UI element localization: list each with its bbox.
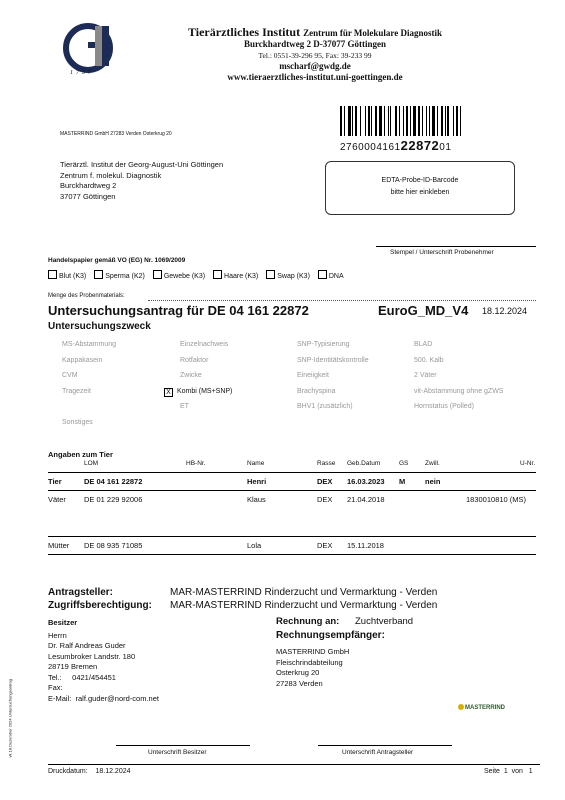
barcode-bar: [403, 106, 404, 136]
request-date: 18.12.2024: [482, 306, 528, 316]
applicant-signature-label: Unterschrift Antragsteller: [342, 749, 414, 756]
invoice-value: Zuchtverband: [355, 616, 414, 627]
purpose-col1: [62, 337, 116, 430]
purpose-cvm: CVM: [62, 372, 78, 379]
footer-line: [48, 764, 540, 765]
purpose-2-vaeter: 2 Väter: [414, 372, 437, 379]
barcode-bar: [456, 106, 458, 136]
barcode-bar: [368, 106, 370, 136]
checkbox-blood[interactable]: Blut (K3): [48, 273, 86, 280]
table-top-line: [48, 472, 536, 473]
barcode-bar: [406, 106, 408, 136]
barcode-number: 27600041612287201: [340, 138, 452, 153]
barcode: [340, 106, 516, 136]
barcode-bar: [355, 106, 357, 136]
masterrind-logo: MASTERRIND: [458, 704, 505, 711]
barcode-bar: [445, 106, 446, 136]
request-code: EuroG_MD_V4: [378, 303, 469, 318]
barcode-bar: [460, 106, 461, 136]
barcode-bar: [447, 106, 449, 136]
purpose-zwicke: Zwicke: [180, 372, 202, 379]
owner-email: E-Mail: ralf.guder@nord-com.net: [48, 693, 159, 703]
barcode-bar: [410, 106, 411, 136]
purpose-einzelnachweis: Einzelnachweis: [180, 341, 229, 348]
institute-web: www.tieraerztliches-institut.uni-goettingen.de: [227, 72, 403, 82]
center-name: Zentrum für Molekulare Diagnostik: [303, 28, 443, 38]
purpose-ms-abstammung: MS-Abstammung: [62, 341, 117, 348]
purpose-col2: [166, 337, 248, 415]
table-bottom-line: [48, 554, 536, 555]
sender-line: MASTERRIND GmbH 27283 Verden Osterkrug 20: [60, 131, 172, 137]
barcode-bar: [432, 106, 435, 136]
purpose-et: ET: [180, 403, 189, 410]
institute-header: [150, 27, 480, 83]
barcode-bar: [399, 106, 400, 136]
quantity-line: [148, 300, 536, 301]
checkbox-hair[interactable]: Haare (K3): [213, 273, 258, 280]
barcode-bar: [388, 106, 389, 136]
sample-box-line2: bitte hier einkleben: [390, 189, 450, 196]
purpose-bhv1: BHV1 (zusätzlich): [297, 403, 353, 410]
print-date: Druckdatum: 18.12.2024: [48, 768, 131, 775]
purpose-col4: [414, 337, 503, 415]
checkbox-tissue[interactable]: Gewebe (K3): [153, 273, 205, 280]
barcode-bar: [360, 106, 361, 136]
applicant-signature-line: [318, 745, 452, 746]
stamp-label: Stempel / Unterschrift Probenehmer: [390, 249, 494, 256]
barcode-bar: [348, 106, 351, 136]
purpose-kombi[interactable]: X Kombi (MS+SNP): [164, 384, 232, 400]
purpose-eineiigkeit: Eineiigkeit: [297, 372, 329, 379]
barcode-bar: [413, 106, 416, 136]
purpose-kappakasein: Kappakasein: [62, 356, 103, 364]
invoice-recipient-title: Rechnungsempfänger:: [276, 630, 385, 641]
barcode-bar: [429, 106, 430, 136]
purpose-brachyspina: Brachyspina: [297, 387, 336, 395]
institute-address: Burckhardtweg 2 D-37077 Göttingen: [243, 39, 387, 49]
barcode-bar: [395, 106, 397, 136]
trade-paper-note: Handelspapier gemäß VO (EG) Nr. 1069/2009: [48, 257, 186, 264]
purpose-tragezeit: Tragezeit: [62, 387, 91, 395]
owner-signature-label: Unterschrift Besitzer: [148, 749, 207, 756]
owner-block: Besitzer Herrn Dr. Ralf Andreas Guder Lesumbroker Landstr. 180 28719 Bremen Tel.: 0421/454451 Fax: E-Mail: ralf.guder@nord-com.net: [48, 618, 159, 703]
logo-year: 1737: [70, 70, 94, 76]
applicant-value: MAR-MASTERRIND Rinderzucht und Vermarktung - Verden: [170, 587, 438, 598]
barcode-bar: [384, 106, 385, 136]
sample-barcode-box: [325, 161, 515, 215]
invoice-label: Rechnung an:: [276, 616, 340, 627]
quantity-label: Menge des Probenmaterials:: [48, 293, 125, 299]
sample-box-line1: EDTA-Probe-ID-Barcode: [381, 177, 459, 184]
side-text: vit 18.Dezember 2024 Untersuchungsantrag: [7, 679, 13, 758]
barcode-bar: [426, 106, 427, 136]
barcode-bar: [375, 106, 377, 136]
recipient-address: Tierärztl. Institut der Georg-August-Uni Göttingen Zentrum f. molekul. Diagnostik Burckhardtweg 2 37077 Göttingen: [60, 160, 224, 201]
checkbox-dna[interactable]: DNA: [318, 273, 344, 280]
material-checkboxes: [48, 270, 344, 280]
table-sire-line: [48, 536, 536, 537]
purpose-rotfaktor: Rotfaktor: [180, 356, 209, 364]
barcode-bar: [344, 106, 345, 136]
barcode-bar: [390, 106, 391, 136]
barcode-bar: [365, 106, 366, 136]
barcode-bar: [437, 106, 438, 136]
barcode-bar: [418, 106, 420, 136]
purpose-hornstatus: Hornstatus (Polled): [414, 403, 474, 410]
animal-section-title: Angaben zum Tier: [48, 450, 113, 459]
purpose-col3: [297, 337, 369, 415]
invoice-recipient-address: MASTERRIND GmbH Fleischrindabteilung Osterkrug 20 27283 Verden: [276, 647, 350, 688]
purpose-blad: BLAD: [414, 341, 433, 348]
institute-phone: Tel.: 0551-39-296 95, Fax: 39-233 99: [258, 51, 372, 60]
checkbox-semen[interactable]: Sperma (K2): [94, 273, 145, 280]
kombi-checkbox[interactable]: X: [164, 388, 173, 397]
barcode-bar: [340, 106, 342, 136]
barcode-bar: [441, 106, 443, 136]
stamp-line: [376, 246, 536, 247]
purpose-snp-identitaet: SNP-Identitätskontrolle: [297, 356, 369, 364]
institute-logo: [58, 22, 118, 80]
purpose-500-kalb: 500. Kalb: [414, 356, 444, 364]
table-animal-line: [48, 490, 536, 491]
access-label: Zugriffsberechtigung:: [48, 600, 152, 611]
request-title: Untersuchungsantrag für DE 04 161 22872: [48, 303, 309, 318]
barcode-bar: [453, 106, 454, 136]
owner-tel: Tel.: 0421/454451: [48, 672, 116, 682]
barcode-bar: [422, 106, 423, 136]
barcode-bar: [352, 106, 353, 136]
institute-name: Tierärztliches Institut: [187, 25, 301, 39]
purpose-sonstiges: Sonstiges: [62, 418, 93, 426]
owner-fax: Fax:: [48, 683, 63, 692]
owner-signature-line: [116, 745, 250, 746]
applicant-label: Antragsteller:: [48, 587, 114, 598]
page-number: Seite 1 von 1: [484, 768, 533, 775]
purpose-title: Untersuchungszweck: [48, 321, 151, 332]
purpose-snp-typisierung: SNP-Typisierung: [297, 341, 350, 348]
barcode-bar: [379, 106, 382, 136]
barcode-bar: [371, 106, 372, 136]
owner-title: Besitzer: [48, 618, 78, 627]
checkbox-swab[interactable]: Swap (K3): [266, 273, 310, 280]
institute-email: mscharf@gwdg.de: [279, 61, 351, 71]
purpose-vit-abstammung: vit-Abstammung ohne gZWS: [414, 387, 504, 395]
access-value: MAR-MASTERRIND Rinderzucht und Vermarktung - Verden: [170, 600, 438, 611]
